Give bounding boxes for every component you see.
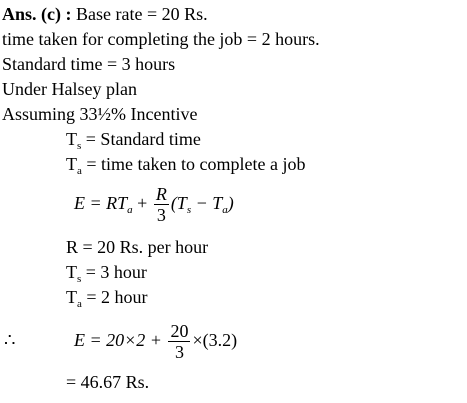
ts-definition <box>66 128 201 150</box>
ts-value-sub: s <box>77 273 82 285</box>
answer-line <box>2 3 208 25</box>
answer-label: Ans. (c) : <box>2 4 72 24</box>
ts-value-symbol: T <box>66 262 77 282</box>
calculation-rhs: ×(3.2) <box>192 330 238 350</box>
formula-paren-close: ) <box>227 193 234 213</box>
base-rate-text: Base rate = 20 Rs. <box>76 4 208 24</box>
ts-subscript: s <box>77 140 82 152</box>
ta-value-sub: a <box>77 298 82 310</box>
r-value: R = 20 Rs. per hour <box>66 237 209 257</box>
formula-paren-open: (T <box>170 193 187 213</box>
formula-fraction-numerator: R <box>155 184 167 205</box>
therefore-symbol: ∴ <box>4 330 16 350</box>
ta-value <box>66 286 148 308</box>
ta-value-text: = 2 hour <box>86 287 148 307</box>
halsey-formula <box>74 183 234 225</box>
formula-lhs-sub: a <box>127 204 133 216</box>
ta-value-symbol: T <box>66 287 77 307</box>
formula-lhs: E = RT <box>74 193 128 213</box>
time-taken-line: time taken for completing the job = 2 hours. <box>2 29 320 49</box>
ta-symbol: T <box>66 154 77 174</box>
calculation-fraction <box>168 321 190 362</box>
ta-subscript: a <box>77 165 82 177</box>
ts-symbol: T <box>66 129 77 149</box>
standard-time-line: Standard time = 3 hours <box>2 54 176 74</box>
ts-description: = Standard time <box>85 129 201 149</box>
calculation-line <box>74 318 237 362</box>
formula-plus: + <box>137 193 148 213</box>
formula-minus: − T <box>191 193 223 213</box>
formula-t2-sub: a <box>222 204 228 216</box>
ta-definition <box>66 153 305 175</box>
ta-description: = time taken to complete a job <box>86 154 306 174</box>
formula-t1-sub: s <box>186 204 192 216</box>
formula-fraction <box>154 184 169 225</box>
formula-fraction-denominator: 3 <box>154 204 169 225</box>
ts-value-text: = 3 hour <box>85 262 147 282</box>
calculation-lhs: E = 20×2 + <box>74 330 162 350</box>
calculation-fraction-denominator: 3 <box>168 341 190 362</box>
ts-value <box>66 261 147 283</box>
plan-line: Under Halsey plan <box>2 79 137 99</box>
calculation-fraction-numerator: 20 <box>170 321 189 342</box>
incentive-line: Assuming 33½% Incentive <box>2 104 198 124</box>
result-line: = 46.67 Rs. <box>66 372 150 392</box>
